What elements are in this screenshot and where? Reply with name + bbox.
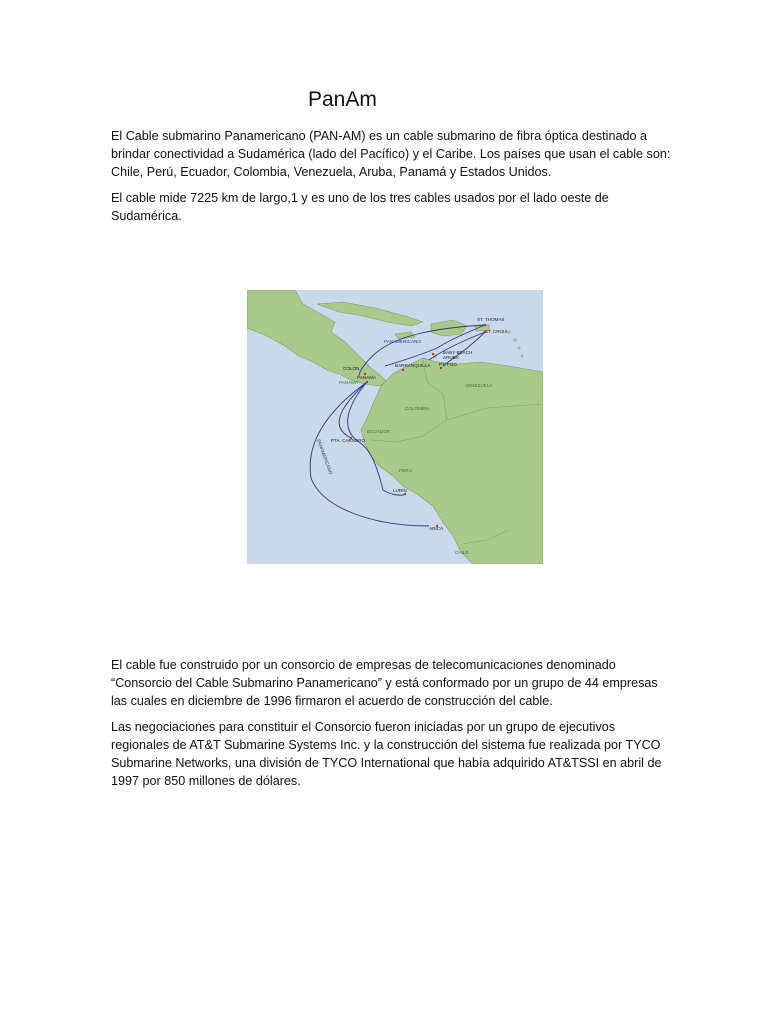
label-st-croix: ST. CROIX <box>485 329 508 334</box>
label-lurin: LURIN <box>393 488 407 493</box>
label-barranquilla: BARRANQUILLA <box>395 363 431 368</box>
label-colombia: COLOMBIA <box>405 406 430 411</box>
landing-point <box>366 381 368 383</box>
landing-point <box>484 324 487 327</box>
landing-point <box>402 369 404 371</box>
label-aruba: ARUBA <box>443 355 459 360</box>
island <box>518 347 520 349</box>
label-pta-carnero: PTA. CARNERO <box>331 438 366 443</box>
negotiations-paragraph: Las negociaciones para constituir el Consorcio fueron iniciadas por un grupo de ejecutivos regionales de AT&T Submarine Systems Inc. y la construcción del sistema fue realizada por TYCO Submarine Networks, una división de TYCO International que había adquirido AT&TSSI en abril de 1997 por 850 millones de dólares. <box>111 720 662 788</box>
cable-route-map <box>247 290 543 564</box>
label-panamericano: PANAMERICANO <box>384 339 421 344</box>
cable-route-map-svg <box>247 290 543 564</box>
landing-point <box>404 493 406 495</box>
label-st-thomas: ST. THOMAS <box>477 317 505 322</box>
label-panama-city: PANAMA <box>357 375 377 380</box>
label-chile: CHILE <box>455 550 469 555</box>
label-colon: COLON <box>343 366 360 371</box>
label-baby-beach: BABY BEACH <box>443 350 473 355</box>
intro-paragraph: El Cable submarino Panamericano (PAN-AM) es un cable submarino de fibra óptica destinado a brindar conectividad a Sudamérica (lado del Pacífico) y el Caribe. Los países que usan el cable son: Chile, Perú, Ecuador, Colombia, Venezuela, Aruba, Panamá y Estados Unidos. <box>111 129 671 179</box>
label-venezuela: VENEZUELA <box>465 383 493 388</box>
label-panama-country: PANAMA <box>339 380 359 385</box>
island <box>514 339 517 342</box>
landing-point <box>432 353 434 355</box>
island <box>521 355 523 357</box>
label-arica: ARICA <box>429 526 444 531</box>
label-ecuador: ECUADOR <box>367 429 390 434</box>
length-paragraph: El cable mide 7225 km de largo,1 y es uno de los tres cables usados por el lado oeste de Sudamérica. <box>111 191 609 223</box>
label-peru: PERU <box>399 468 412 473</box>
consortium-paragraph: El cable fue construido por un consorcio de empresas de telecomunicaciones denominado “Consorcio del Cable Submarino Panamericano” y está conformado por un grupo de 44 empresas las cuales en diciembre de 1996 firmaron el acuerdo de construcción del cable. <box>111 658 658 708</box>
label-pt-fijo: PT. FIJO <box>439 362 457 367</box>
island <box>508 331 511 334</box>
label-cable-name: PANAMERICANO <box>316 438 334 476</box>
landing-point <box>440 367 442 369</box>
page-title: PanAm <box>308 88 377 111</box>
